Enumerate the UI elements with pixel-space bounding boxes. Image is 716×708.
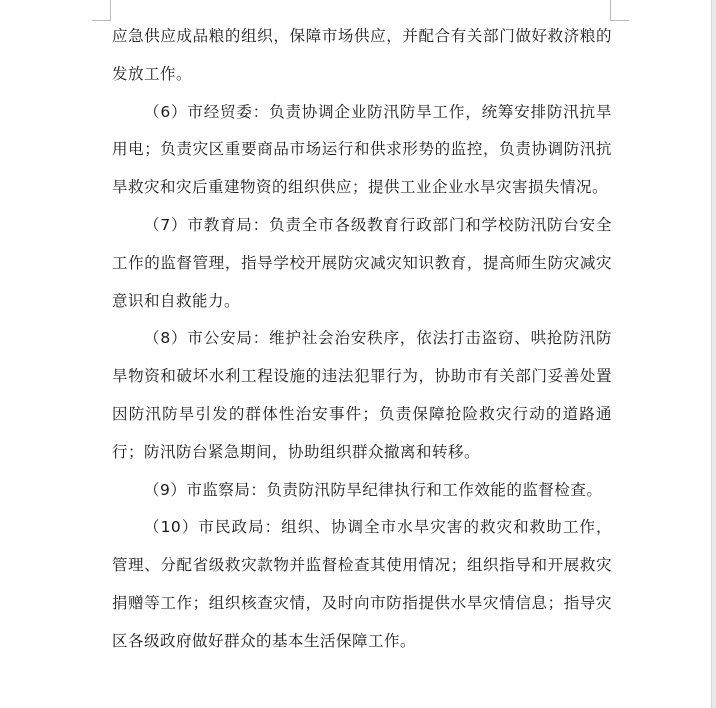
- document-body[interactable]: [112, 18, 612, 661]
- paragraph: （10）市民政局：组织、协调全市水旱灾害的救灾和救助工作，管理、分配省级救灾款物并监督检查其使用情况；组织指导和开展救灾捐赠等工作；组织核查灾情，及时向市防指提供水旱灾情信息；指导灾区各级政府做好群众的基本生活保障工作。: [112, 518, 612, 650]
- margin-corner-mark-left: [92, 0, 111, 21]
- paragraph: 应急供应成品粮的组织，保障市场供应，并配合有关部门做好救济粮的发放工作。: [112, 27, 612, 83]
- paragraph: （6）市经贸委：负责协调企业防汛防旱工作，统筹安排防汛抗旱用电；负责灾区重要商品市场运行和供求形势的监控，负责协调防汛抗旱救灾和灾后重建物资的组织供应；提供工业企业水旱灾害损失情况。: [112, 102, 612, 197]
- paragraph: （8）市公安局：维护社会治安秩序，依法打击盗窃、哄抢防汛防旱物资和破坏水利工程设施的违法犯罪行为，协助市有关部门妥善处置因防汛防旱引发的群体性治安事件；负责保障抢险救灾行动的道路通行；防汛防台紧急期间，协助组织群众撤离和转移。: [112, 329, 612, 461]
- window-right-edge: [711, 0, 716, 708]
- paragraph: （7）市教育局：负责全市各级教育行政部门和学校防汛防台安全工作的监督管理，指导学校开展防灾减灾知识教育，提高师生防灾减灾意识和自救能力。: [112, 215, 612, 310]
- margin-corner-mark-right: [610, 0, 629, 21]
- paragraph: （9）市监察局：负责防汛防旱纪律执行和工作效能的监督检查。: [144, 480, 603, 499]
